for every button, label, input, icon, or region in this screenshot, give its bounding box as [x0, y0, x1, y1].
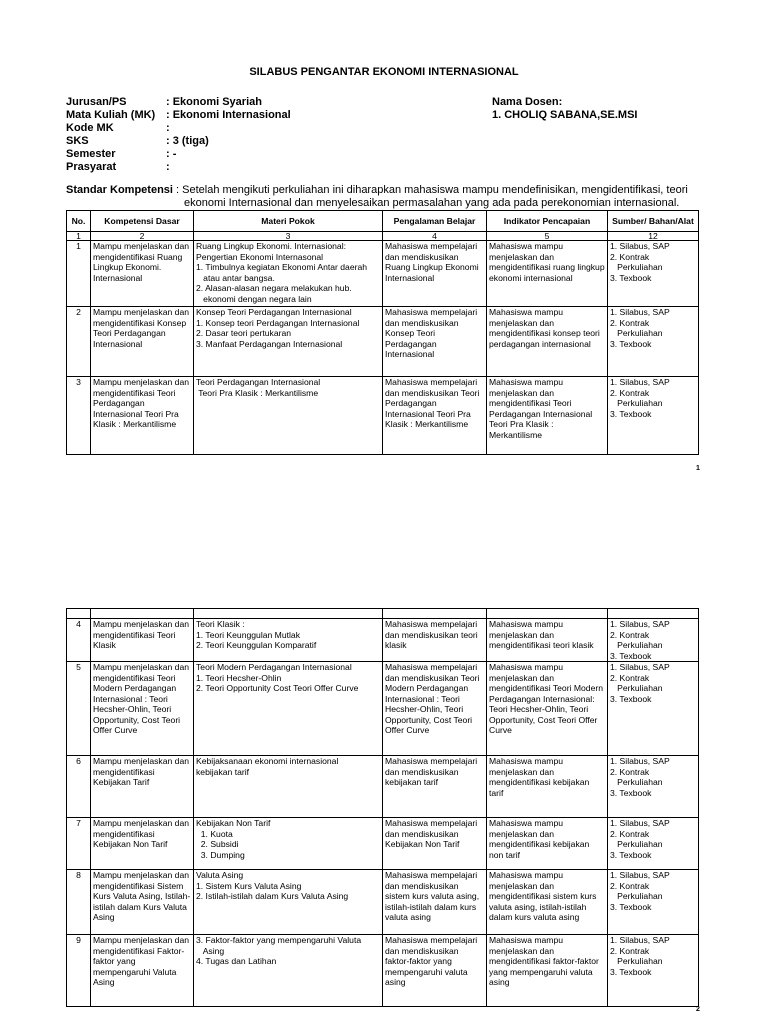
materi-line: 1. Konsep teori Perdagangan Internasional [196, 317, 360, 328]
kompetensi-dasar: Mampu menjelaskan dan mengidentifikasi Teori Modern Perdagangan Internasional : Teori Hecsher-Ohlin, Teori Opportunity, Cost Teori Offer Curve [91, 662, 194, 756]
indikator-pencapaian: Mahasiswa mampu menjelaskan dan mengidentifikasi kebijakan non tarif [487, 818, 608, 870]
materi-line: 1. Teori Hecsher-Ohlin [196, 672, 282, 683]
info-label: Prasyarat [66, 161, 117, 173]
materi-line: kebijakan tarif [196, 766, 250, 777]
col-number: 2 [91, 232, 194, 241]
standar-kompetensi [66, 184, 702, 210]
materi-line: 3. Faktor-faktor yang mempengaruhi Valuta [196, 935, 362, 945]
materi-line: Asing [196, 945, 225, 956]
sumber-line: 3. Texbook [610, 272, 652, 283]
row-number: 3 [67, 377, 91, 455]
header-no: No. [67, 211, 91, 232]
sumber-bahan [608, 662, 699, 756]
info-value: : [166, 122, 170, 134]
table-row [67, 935, 699, 1007]
row-number: 1 [67, 241, 91, 307]
sumber-line: 1. Silabus, SAP [610, 241, 670, 251]
sumber-bahan [608, 307, 699, 377]
info-value: : Ekonomi Syariah [166, 96, 262, 108]
sumber-line: 1. Silabus, SAP [610, 662, 670, 672]
table-row [67, 377, 699, 455]
syllabus-table-page1 [66, 210, 699, 455]
info-label: Kode MK [66, 122, 114, 134]
materi-line: Teori Perdagangan Internasional [196, 377, 321, 387]
info-label: Jurusan/PS [66, 96, 127, 108]
syllabus-table-page2 [66, 608, 699, 1007]
course-info [66, 96, 291, 174]
page-number: 2 [696, 1006, 700, 1013]
header-sumber: Sumber/ Bahan/Alat [608, 211, 699, 232]
sumber-line: Perkuliahan [610, 398, 663, 408]
sumber-line: 3. Texbook [610, 408, 652, 419]
indikator-pencapaian: Mahasiswa mampu menjelaskan dan mengidentifikasi ruang lingkup ekonomi internasional [487, 241, 608, 307]
indikator-pencapaian: Mahasiswa mampu menjelaskan dan mengidentifikasi konsep teori perdagangan internasional [487, 307, 608, 377]
materi-line: 3. Dumping [196, 849, 245, 860]
standar-line2: ekonomi Internasional dan menyelesaikan permasalahan yang ada pada perekonomian internasional. [184, 197, 680, 209]
indikator-pencapaian: Mahasiswa mampu menjelaskan dan mengidentifikasi teori klasik [487, 619, 608, 662]
info-value: : 3 (tiga) [166, 135, 209, 147]
sumber-line: Perkuliahan [610, 683, 663, 693]
header-kompetensi: Kompetensi Dasar [91, 211, 194, 232]
header-pengalaman: Pengalaman Belajar [383, 211, 487, 232]
info-label: SKS [66, 135, 89, 147]
kompetensi-dasar: Mampu menjelaskan dan mengidentifikasi Kebijakan Tarif [91, 756, 194, 818]
table-row [67, 662, 699, 756]
row-number: 8 [67, 870, 91, 935]
materi-line: 2. Subsidi [196, 839, 239, 849]
kompetensi-dasar: Mampu menjelaskan dan mengidentifikasi Sistem Kurs Valuta Asing, Istilah-istilah dalam Kurs Valuta Asing [91, 870, 194, 935]
pengalaman-belajar: Mahasiswa mempelajari dan mendiskusikan teori klasik [383, 619, 487, 662]
sumber-bahan [608, 756, 699, 818]
table-row [67, 870, 699, 935]
sumber-bahan [608, 377, 699, 455]
sumber-line: 3. Texbook [610, 693, 652, 704]
row-number: 7 [67, 818, 91, 870]
materi-line: 1. Kuota [196, 828, 233, 839]
materi-line: Valuta Asing [196, 870, 244, 880]
lecturer-label: Nama Dosen: [492, 96, 563, 108]
info-value: : [166, 161, 170, 173]
materi-line: Konsep Teori Perdagangan Internasional [196, 307, 352, 317]
document-title: SILABUS PENGANTAR EKONOMI INTERNASIONAL [249, 66, 519, 78]
col-number: 12 [608, 232, 699, 241]
sumber-line: 1. Silabus, SAP [610, 307, 670, 317]
materi-line: Teori Pra Klasik : Merkantilisme [196, 387, 319, 398]
sumber-line: Perkuliahan [610, 777, 663, 787]
materi-line: ekonomi dengan negara lain [196, 293, 312, 304]
materi-pokok [194, 818, 383, 870]
standar-line1: : Setelah mengikuti perkuliahan ini diharapkan mahasiswa mampu mendefinisikan, mengidentifikasi, teori [176, 184, 688, 196]
materi-line: Ruang Lingkup Ekonomi. Internasional: [196, 241, 347, 251]
table-row [67, 241, 699, 307]
pengalaman-belajar: Mahasiswa mempelajari dan mendiskusikan kebijakan tarif [383, 756, 487, 818]
sumber-line: 1. Silabus, SAP [610, 619, 670, 629]
info-value: : Ekonomi Internasional [166, 109, 291, 121]
materi-line: atau antar bangsa. [196, 272, 275, 283]
sumber-line: Perkuliahan [610, 839, 663, 849]
kompetensi-dasar: Mampu menjelaskan dan mengidentifikasi Kebijakan Non Tarif [91, 818, 194, 870]
materi-line: 2. Teori Keunggulan Komparatif [196, 640, 317, 650]
sumber-bahan [608, 935, 699, 1007]
materi-line: 2. Alasan-alasan negara melakukan hub. [196, 283, 352, 293]
table-row [67, 818, 699, 870]
sumber-line: 2. Kontrak [610, 945, 650, 956]
pengalaman-belajar: Mahasiswa mempelajari dan mendiskusikan Kebijakan Non Tarif [383, 818, 487, 870]
materi-pokok [194, 935, 383, 1007]
materi-line: 1. Timbulnya kegiatan Ekonomi Antar daerah [196, 262, 368, 272]
pengalaman-belajar: Mahasiswa mempelajari dan mendiskusikan faktor-faktor yang mempengaruhi valuta asing [383, 935, 487, 1007]
materi-line: 2. Teori Opportunity Cost Teori Offer Curve [196, 683, 359, 693]
sumber-line: 2. Kontrak [610, 880, 650, 891]
sumber-line: 3. Texbook [610, 787, 652, 798]
sumber-line: 2. Kontrak [610, 766, 650, 777]
materi-line: Kebijakan Non Tarif [196, 818, 271, 828]
kompetensi-dasar: Mampu menjelaskan dan mengidentifikasi Ruang Lingkup Ekonomi. Internasional [91, 241, 194, 307]
materi-pokok [194, 662, 383, 756]
header-materi: Materi Pokok [194, 211, 383, 232]
sumber-line: 2. Kontrak [610, 672, 650, 683]
materi-pokok [194, 619, 383, 662]
indikator-pencapaian: Mahasiswa mampu menjelaskan dan mengidentifikasi sistem kurs valuta asing, istilah-istilah dalam kurs valuta asing [487, 870, 608, 935]
kompetensi-dasar: Mampu menjelaskan dan mengidentifikasi Konsep Teori Perdagangan Internasional [91, 307, 194, 377]
table-row [67, 307, 699, 377]
pengalaman-belajar: Mahasiswa mempelajari dan mendiskusikan sistem kurs valuta asing, istilah-istilah dalam kurs valuta asing [383, 870, 487, 935]
materi-pokok [194, 377, 383, 455]
materi-line: 1. Teori Keunggulan Mutlak [196, 629, 300, 640]
sumber-bahan [608, 818, 699, 870]
sumber-bahan [608, 619, 699, 662]
sumber-line: Perkuliahan [610, 262, 663, 272]
sumber-line: Perkuliahan [610, 640, 663, 650]
sumber-line: 3. Texbook [610, 966, 652, 977]
indikator-pencapaian: Mahasiswa mampu menjelaskan dan mengidentifikasi Teori Modern Perdagangan Internasional: Teori Hecsher-Ohlin, Teori Opportunity, Cost Teori Offer Curve [487, 662, 608, 756]
row-number: 5 [67, 662, 91, 756]
standar-label: Standar Kompetensi [66, 184, 173, 196]
col-number: 4 [383, 232, 487, 241]
indikator-pencapaian: Mahasiswa mampu menjelaskan dan mengidentifikasi Teori Perdagangan Internasional Teori Pra Klasik : Merkantilisme [487, 377, 608, 455]
row-number: 2 [67, 307, 91, 377]
sumber-line: 1. Silabus, SAP [610, 377, 670, 387]
col-number: 5 [487, 232, 608, 241]
materi-line: Teori Klasik : [196, 619, 245, 629]
info-value: : - [166, 148, 177, 160]
sumber-bahan [608, 241, 699, 307]
row-number: 9 [67, 935, 91, 1007]
row-number: 6 [67, 756, 91, 818]
materi-line: Teori Modern Perdagangan Internasional [196, 662, 352, 672]
materi-line: Pengertian Ekonomi Internasonal [196, 251, 324, 262]
row-number: 4 [67, 619, 91, 662]
info-label: Semester [66, 148, 116, 160]
materi-line: Kebijaksanaan ekonomi internasional [196, 756, 339, 766]
kompetensi-dasar: Mampu menjelaskan dan mengidentifikasi Teori Perdagangan Internasional Teori Pra Klasik : Merkantilisme [91, 377, 194, 455]
sumber-line: 1. Silabus, SAP [610, 818, 670, 828]
materi-line: 3. Manfaat Perdagangan Internasional [196, 338, 343, 349]
info-label: Mata Kuliah (MK) [66, 109, 156, 121]
materi-pokok [194, 870, 383, 935]
kompetensi-dasar: Mampu menjelaskan dan mengidentifikasi Teori Klasik [91, 619, 194, 662]
sumber-line: 2. Kontrak [610, 629, 650, 640]
pengalaman-belajar: Mahasiswa mempelajari dan mendiskusikan Konsep Teori Perdagangan Internasional [383, 307, 487, 377]
lecturer-info [492, 96, 637, 122]
pengalaman-belajar: Mahasiswa mempelajari dan mendiskusikan Teori Perdagangan Internasional Teori Pra Klasik : Merkantilisme [383, 377, 487, 455]
sumber-line: 2. Kontrak [610, 251, 650, 262]
materi-line: 4. Tugas dan Latihan [196, 956, 277, 966]
sumber-line: 3. Texbook [610, 338, 652, 349]
sumber-line: 1. Silabus, SAP [610, 935, 670, 945]
header-indikator: Indikator Pencapaian [487, 211, 608, 232]
page-number: 1 [696, 465, 700, 472]
pengalaman-belajar: Mahasiswa mempelajari dan mendiskusikan Ruang Lingkup Ekonomi Internasional [383, 241, 487, 307]
lecturer-name: 1. CHOLIQ SABANA,SE.MSI [492, 109, 638, 121]
materi-pokok [194, 241, 383, 307]
col-number: 3 [194, 232, 383, 241]
materi-line: 1. Sistem Kurs Valuta Asing [196, 880, 302, 891]
sumber-line: 1. Silabus, SAP [610, 870, 670, 880]
sumber-bahan [608, 870, 699, 935]
materi-line: 2. Dasar teori pertukaran [196, 328, 292, 338]
indikator-pencapaian: Mahasiswa mampu menjelaskan dan mengidentifikasi kebijakan tarif [487, 756, 608, 818]
sumber-line: 3. Texbook [610, 650, 652, 661]
sumber-line: 2. Kontrak [610, 317, 650, 328]
table-row [67, 619, 699, 662]
kompetensi-dasar: Mampu menjelaskan dan mengidentifikasi Faktor-faktor yang mempengaruhi Valuta Asing [91, 935, 194, 1007]
sumber-line: 2. Kontrak [610, 828, 650, 839]
table-spacer-row [67, 609, 699, 619]
sumber-line: Perkuliahan [610, 891, 663, 901]
sumber-line: 3. Texbook [610, 849, 652, 860]
materi-pokok [194, 307, 383, 377]
indikator-pencapaian: Mahasiswa mampu menjelaskan dan mengidentifikasi faktor-faktor yang mempengaruhi valuta asing [487, 935, 608, 1007]
sumber-line: 2. Kontrak [610, 387, 650, 398]
sumber-line: 3. Texbook [610, 901, 652, 912]
col-number: 1 [67, 232, 91, 241]
table-row [67, 756, 699, 818]
materi-pokok [194, 756, 383, 818]
sumber-line: Perkuliahan [610, 956, 663, 966]
sumber-line: 1. Silabus, SAP [610, 756, 670, 766]
materi-line: 2. Istilah-istilah dalam Kurs Valuta Asing [196, 891, 349, 901]
sumber-line: Perkuliahan [610, 328, 663, 338]
pengalaman-belajar: Mahasiswa mempelajari dan mendiskusikan Teori Modern Perdagangan Internasional : Teori Hecsher-Ohlin, Teori Opportunity, Cost Teori Offer Curve [383, 662, 487, 756]
